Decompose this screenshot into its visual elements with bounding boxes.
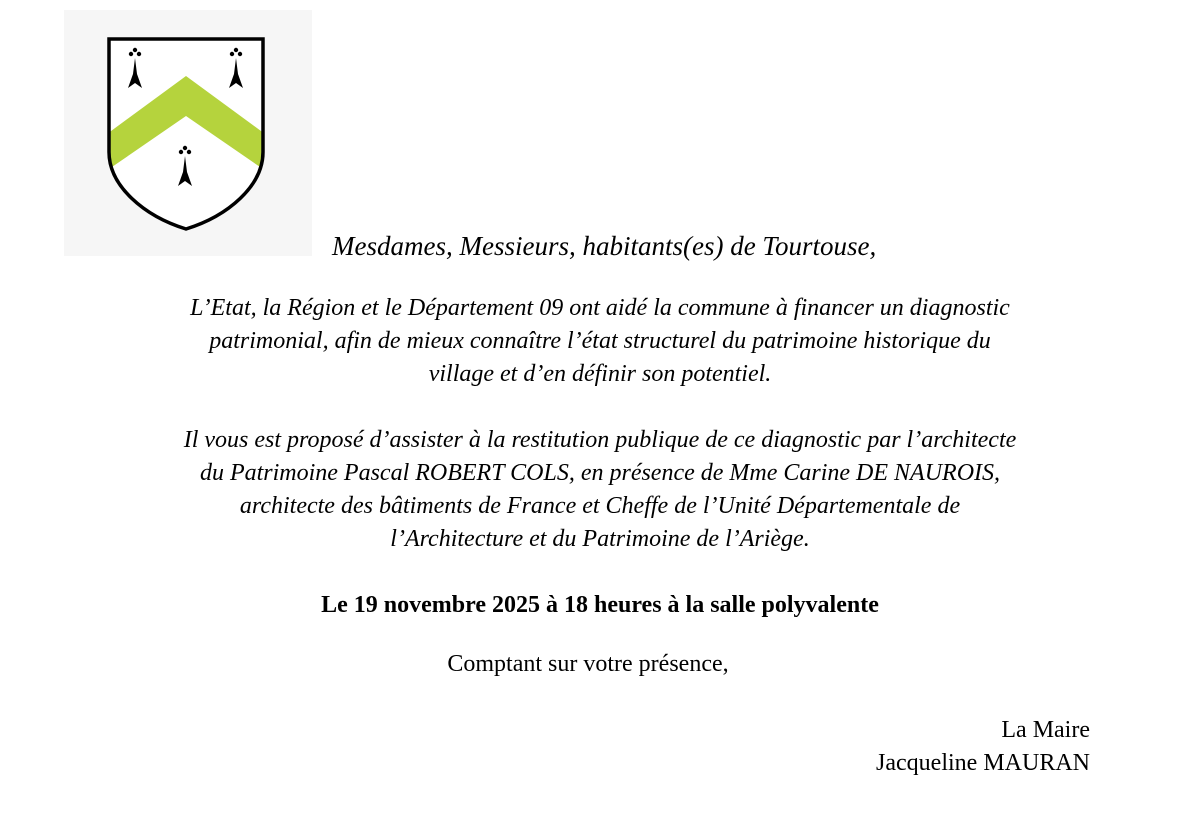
text-line: village et d’en définir son potentiel. <box>428 361 772 387</box>
closing-line: Comptant sur votre présence, <box>447 651 729 677</box>
signature-name: Jacqueline MAURAN <box>876 750 1090 776</box>
text-line: l’Architecture et du Patrimoine de l’Ariège. <box>390 526 810 552</box>
signature-title: La Maire <box>1001 717 1090 743</box>
text-line: architecte des bâtiments de France et Cheffe de l’Unité Départementale de <box>239 493 961 519</box>
text-line: L’Etat, la Région et le Département 09 ont aidé la commune à financer un diagnostic <box>190 295 1010 321</box>
event-details: Le 19 novembre 2025 à 18 heures à la salle polyvalente <box>321 592 879 618</box>
text-line: Il vous est proposé d’assister à la restitution publique de ce diagnostic par l’architecte <box>183 427 1017 453</box>
text-line: du Patrimoine Pascal ROBERT COLS, en présence de Mme Carine DE NAUROIS, <box>199 460 1001 486</box>
text-line: patrimonial, afin de mieux connaître l’état structurel du patrimoine historique du <box>209 328 991 354</box>
coat-of-arms <box>64 10 312 256</box>
greeting: Mesdames, Messieurs, habitants(es) de Tourtouse, <box>332 231 877 261</box>
coat-of-arms-icon <box>106 36 268 232</box>
